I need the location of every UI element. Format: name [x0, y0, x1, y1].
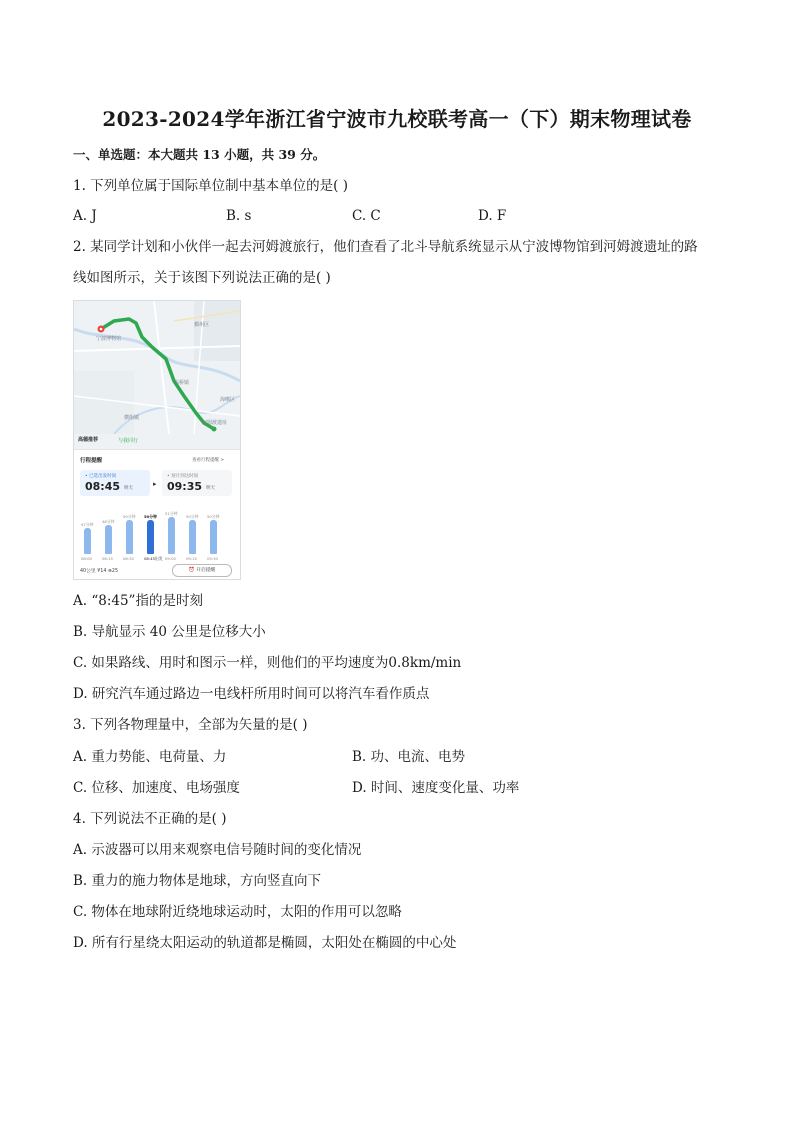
map-label: 横街镇	[124, 415, 140, 421]
duration-bar[interactable]	[126, 520, 133, 554]
q4-option-c: C. 物体在地球附近绕地球运动时，太阳的作用可以忽略	[73, 904, 402, 920]
depart-day: 明天	[124, 486, 133, 491]
q4-option-a: A. 示波器可以用来观察电信号随时间的变化情况	[73, 842, 362, 858]
q3-option-a: A. 重力势能、电荷量、力	[73, 749, 227, 765]
bar-minutes-label: 50分钟	[144, 514, 157, 519]
q1-option-b: B. s	[226, 208, 252, 224]
question-2-stem-line2: 线如图所示，关于该图下列说法正确的是( )	[73, 270, 331, 286]
map-background	[74, 301, 240, 434]
arrive-time: 09:35	[167, 480, 203, 493]
map-label: 河姆渡遗址	[202, 420, 228, 426]
bar-time-label: 08:00	[81, 556, 92, 561]
q1-option-a: A. J	[73, 208, 97, 224]
duration-bar[interactable]	[84, 528, 91, 554]
trip-reminder-panel	[74, 449, 240, 580]
navigation-map-figure	[73, 300, 241, 580]
question-1-stem: 1. 下列单位属于国际单位制中基本单位的是( )	[73, 178, 348, 194]
question-2-stem-line1: 2. 某同学计划和小伙伴一起去河姆渡旅行，他们查看了北斗导航系统显示从宁波博物馆到河姆渡遗址的路	[73, 239, 698, 255]
depart-time-card[interactable]	[80, 470, 150, 496]
bar-minutes-label: 51分钟	[165, 511, 178, 516]
q3-option-d: D. 时间、速度变化量、功率	[352, 780, 520, 796]
question-3-stem: 3. 下列各物理量中，全部为矢量的是( )	[73, 717, 308, 733]
q3-option-c: C. 位移、加速度、电场强度	[73, 780, 240, 796]
map-label: 宁波博物馆	[96, 336, 122, 342]
bar-minutes-label: 47分钟	[81, 522, 94, 527]
depart-time: 08:45	[85, 480, 121, 493]
q2-option-b: B. 导航显示 40 公里是位移大小	[73, 624, 266, 640]
route-info: 40公里 ¥14 ⊕25	[80, 569, 119, 574]
q1-option-d: D. F	[478, 208, 507, 224]
q4-option-b: B. 重力的施力物体是地球，方向竖直向下	[73, 873, 322, 889]
arrive-label: • 预计到达时间	[167, 474, 199, 479]
map-label: 海曙区	[220, 397, 236, 403]
map-label: 鄞州区	[194, 322, 210, 328]
q2-option-d: D. 研究汽车通过路边一电线杆所用时间可以将汽车看作质点	[73, 686, 430, 702]
bar-time-label: 08:15	[102, 556, 113, 561]
q1-option-c: C. C	[352, 208, 381, 224]
bar-time-label: 08:45出发	[144, 556, 163, 561]
q3-option-b: B. 功、电流、电势	[352, 749, 466, 765]
question-4-stem: 4. 下列说法不正确的是( )	[73, 811, 227, 827]
arrow-right-icon: ▸	[153, 480, 157, 488]
bar-minutes-label: 50分钟	[207, 514, 220, 519]
duration-bar[interactable]	[189, 520, 196, 554]
bar-minutes-label: 50分钟	[186, 514, 199, 519]
bar-time-label: 09:15	[186, 556, 197, 561]
route-tag[interactable]: 高德推荐	[78, 437, 99, 443]
duration-bar[interactable]	[210, 520, 217, 554]
arrive-day: 明天	[206, 486, 215, 491]
panel-title: 行程提醒	[80, 458, 103, 464]
q4-option-d: D. 所有行星绕太阳运动的轨道都是椭圆，太阳处在椭圆的中心处	[73, 935, 457, 951]
duration-bar[interactable]	[147, 520, 154, 554]
bar-minutes-label: 48分钟	[102, 519, 115, 524]
bar-time-label: 08:30	[123, 556, 134, 561]
section-heading: 一、单选题：本大题共 13 小题，共 39 分。	[73, 147, 326, 162]
q2-option-a: A. “8:45”指的是时刻	[73, 593, 203, 609]
arrive-time-card	[162, 470, 232, 496]
duration-bar[interactable]	[168, 517, 175, 554]
remind-button[interactable]: ⏰ 开启提醒	[172, 564, 232, 577]
depart-label: • 已选出发时间	[85, 474, 117, 479]
bar-time-label: 09:30	[207, 556, 218, 561]
map-link[interactable]: 与我同行	[118, 438, 139, 444]
q2-option-c: C. 如果路线、用时和图示一样，则他们的平均速度为0.8km/min	[73, 655, 462, 671]
page-title: 2023-2024学年浙江省宁波市九校联考高一（下）期末物理试卷	[102, 107, 692, 131]
panel-link[interactable]: 查看行程提醒 >	[192, 458, 225, 463]
map-label: 高桥镇	[174, 380, 190, 386]
bar-time-label: 09:00	[165, 556, 176, 561]
duration-bar[interactable]	[105, 525, 112, 554]
end-marker-icon	[212, 427, 217, 432]
bar-minutes-label: 50分钟	[123, 514, 136, 519]
